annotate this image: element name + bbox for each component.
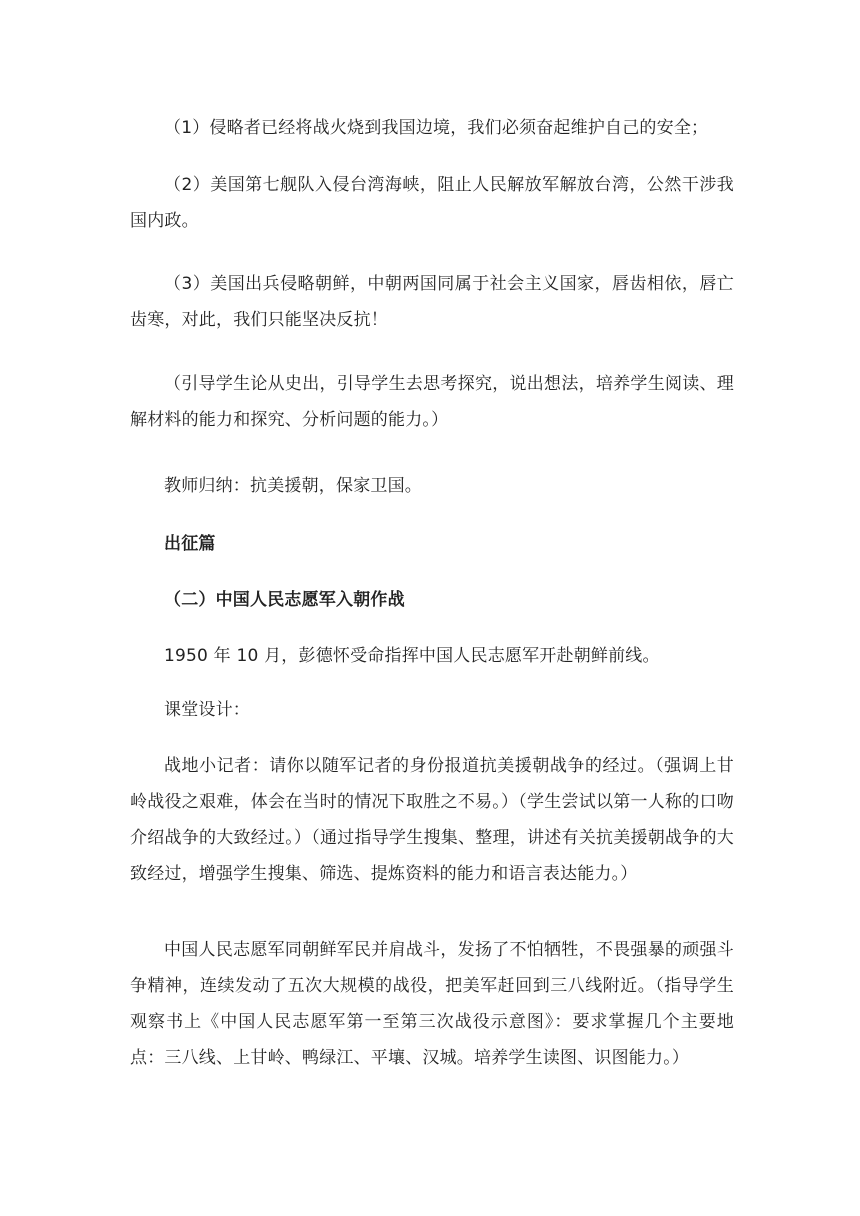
paragraph-teacher-summary: 教师归纳：抗美援朝，保家卫国。 xyxy=(164,476,422,496)
paragraph-reason-1: （1）侵略者已经将战火烧到我国边境，我们必须奋起维护自己的安全； xyxy=(164,118,709,138)
paragraph-teaching-note: （引导学生论从史出，引导学生去思考探究，说出想法，培养学生阅读、理解材料的能力和探究、分析问题的能力。） xyxy=(130,374,734,430)
paragraph-class-design: 课堂设计： xyxy=(164,700,250,720)
paragraph-reason-3: （3）美国出兵侵略朝鲜，中朝两国同属于社会主义国家，唇齿相依，唇亡齿寒，对此，我们只能坚决反抗！ xyxy=(130,274,734,330)
paragraph-date: 1950 年 10 月，彭德怀受命指挥中国人民志愿军开赴朝鲜前线。 xyxy=(164,646,660,666)
section-heading: 出征篇 xyxy=(164,534,216,554)
paragraph-volunteer-army: 中国人民志愿军同朝鲜军民并肩战斗，发扬了不怕牺牲，不畏强暴的顽强斗争精神，连续发动了五次大规模的战役，把美军赶回到三八线附近。（指导学生观察书上《中国人民志愿军第一至第三次战役示意图》：要求掌握几个主要地点：三八线、上甘岭、鸭绿江、平壤、汉城。培养学生读图、识图能力。） xyxy=(130,940,734,1068)
paragraph-reason-2: （2）美国第七舰队入侵台湾海峡，阻止人民解放军解放台湾，公然干涉我国内政。 xyxy=(130,175,734,231)
subsection-heading: （二）中国人民志愿军入朝作战 xyxy=(164,590,405,610)
paragraph-war-reporter: 战地小记者：请你以随军记者的身份报道抗美援朝战争的经过。（强调上甘岭战役之艰难，体会在当时的情况下取胜之不易。）（学生尝试以第一人称的口吻介绍战争的大致经过。）（通过指导学生搜集、整理，讲述有关抗美援朝战争的大致经过，增强学生搜集、筛选、提炼资料的能力和语言表达能力。） xyxy=(130,756,734,884)
